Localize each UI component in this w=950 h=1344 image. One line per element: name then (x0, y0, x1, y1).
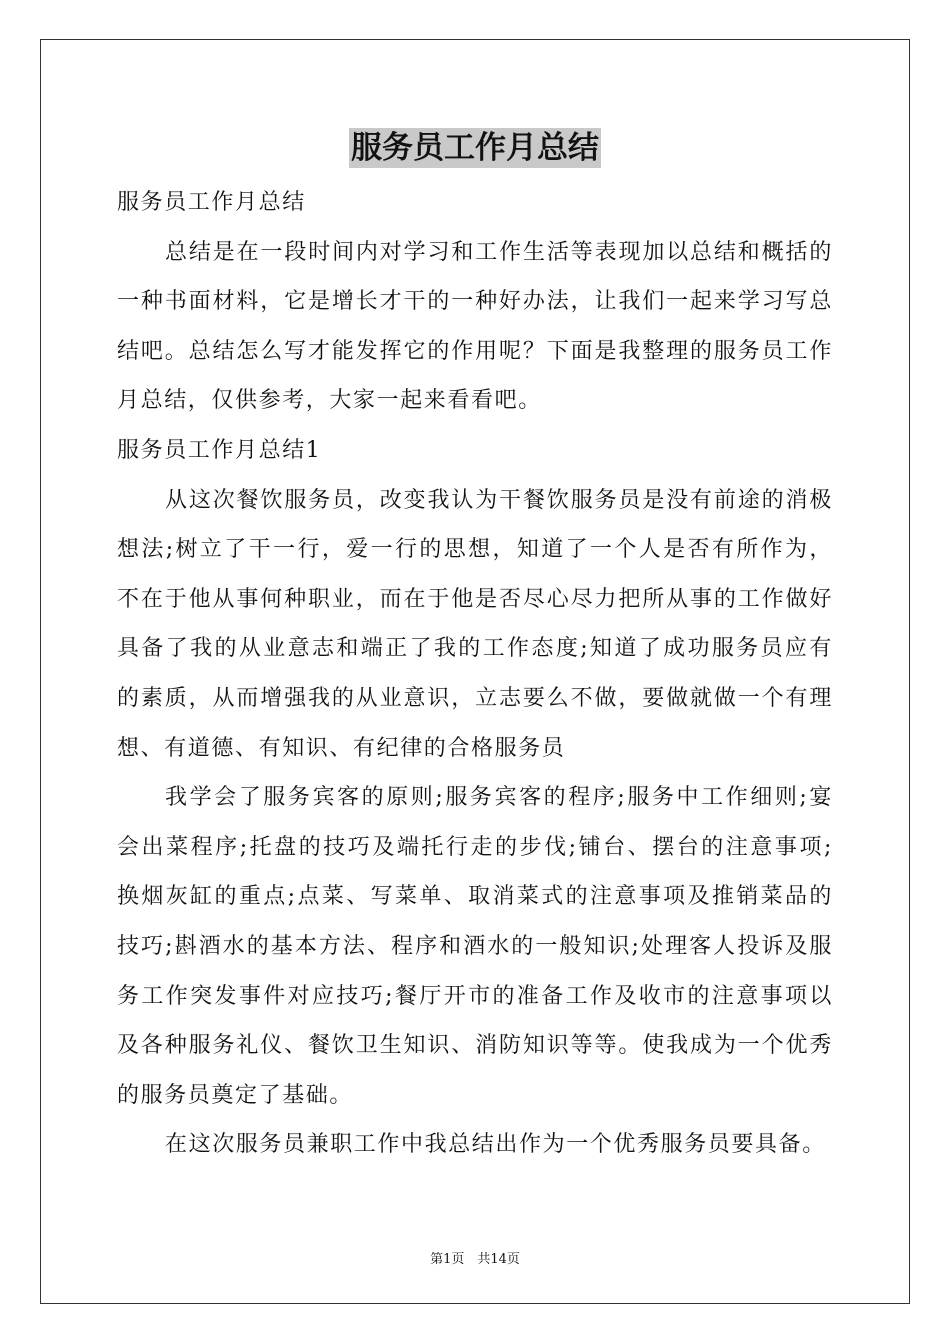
subtitle-line: 服务员工作月总结 (117, 190, 306, 215)
paragraph-line: 技巧;斟酒水的基本方法、程序和酒水的一般知识;处理客人投诉及服 (117, 933, 833, 959)
paragraph-line: 我学会了服务宾客的原则;服务宾客的程序;服务中工作细则;宴 (165, 785, 833, 811)
document-body (117, 178, 833, 1170)
paragraph-line: 具备了我的从业意志和端正了我的工作态度;知道了成功服务员应有 (117, 636, 833, 662)
document-title-wrap (0, 128, 950, 168)
paragraph-line: 从这次餐饮服务员，改变我认为干餐饮服务员是没有前途的消极 (165, 487, 833, 513)
paragraph-line: 换烟灰缸的重点;点菜、写菜单、取消菜式的注意事项及推销菜品的 (117, 884, 833, 910)
paragraph-line: 一种书面材料，它是增长才干的一种好办法，让我们一起来学习写总 (117, 289, 833, 315)
document-title: 服务员工作月总结 (351, 130, 599, 166)
paragraph-line: 的服务员奠定了基础。 (117, 1082, 354, 1108)
paragraph-line: 想、有道德、有知识、有纪律的合格服务员 (117, 735, 566, 761)
paragraph-line: 务工作突发事件对应技巧;餐厅开市的准备工作及收市的注意事项以 (117, 983, 833, 1009)
paragraph-line: 月总结，仅供参考，大家一起来看看吧。 (117, 388, 542, 414)
paragraph-line: 在这次服务员兼职工作中我总结出作为一个优秀服务员要具备。 (165, 1132, 826, 1158)
paragraph-line: 想法;树立了干一行，爱一行的思想，知道了一个人是否有所作为， (117, 537, 833, 563)
paragraph-line: 总结是在一段时间内对学习和工作生活等表现加以总结和概括的 (165, 239, 833, 265)
paragraph-line: 结吧。总结怎么写才能发挥它的作用呢？下面是我整理的服务员工作 (117, 338, 833, 364)
paragraph-line: 会出菜程序;托盘的技巧及端托行走的步伐;铺台、摆台的注意事项; (117, 834, 833, 860)
paragraph-line: 的素质，从而增强我的从业意识，立志要么不做，要做就做一个有理 (117, 685, 833, 711)
section-heading: 服务员工作月总结1 (117, 437, 322, 463)
paragraph-line: 不在于他从事何种职业，而在于他是否尽心尽力把所从事的工作做好 (117, 586, 833, 612)
page-number-footer: 第1页 共14页 (430, 1252, 520, 1267)
paragraph-line: 及各种服务礼仪、餐饮卫生知识、消防知识等等。使我成为一个优秀 (117, 1033, 833, 1059)
